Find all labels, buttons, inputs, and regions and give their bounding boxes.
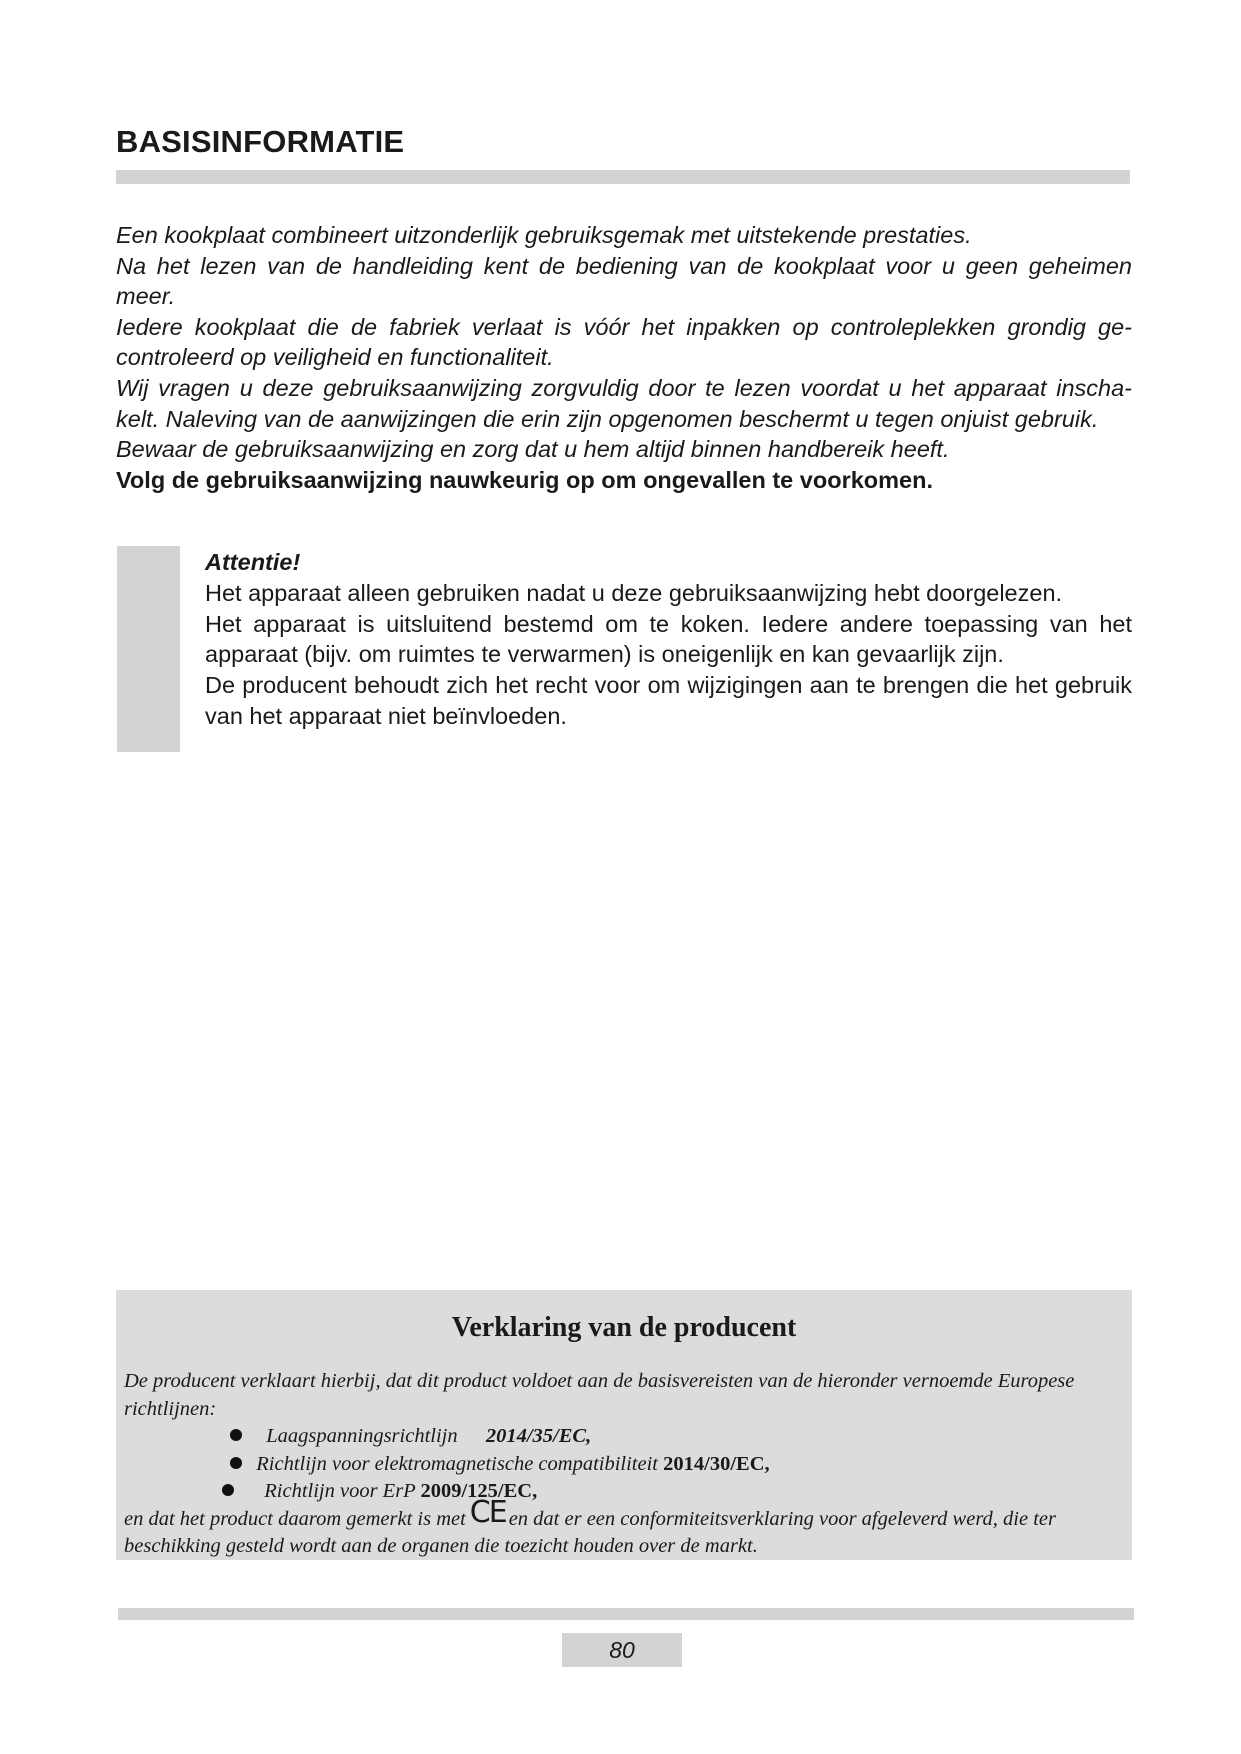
- intro-paragraph: Iedere kookplaat die de fabriek verlaat is vóór het inpakken op controleplekken grondig ge-controleerd op veiligheid en functionaliteit.: [116, 313, 1132, 371]
- page-title: BASISINFORMATIE: [116, 124, 405, 159]
- directive-code: 2009/125/EC,: [420, 1480, 538, 1502]
- attention-paragraph: Het apparaat alleen gebruiken nadat u deze gebruiksaanwijzing hebt doorgelezen.: [205, 579, 1063, 606]
- directive-list: [124, 1423, 1124, 1506]
- directive-label: Richtlijn voor ErP: [264, 1480, 416, 1502]
- directive-code: 2014/35/EC,: [485, 1425, 592, 1447]
- attention-bar: [117, 546, 180, 752]
- declaration-closing-end: en dat er een conformiteitsverklaring voor afgeleverd werd, die ter beschikking gesteld wordt aan de organen die toezicht houden over de markt.: [124, 1507, 1056, 1557]
- directive-item: [222, 1478, 1124, 1506]
- declaration-body: [124, 1368, 1124, 1561]
- page-number: 80: [562, 1633, 682, 1667]
- attention-paragraph: De producent behoudt zich het recht voor om wijzigingen aan te brengen die het gebruik van het apparaat niet beïnvloeden.: [205, 672, 1132, 729]
- bullet-icon: [230, 1457, 242, 1469]
- attention-paragraph: Het apparaat is uitsluitend bestemd om te koken. Iedere andere toepassing van het apparaat (bijv. om ruimtes te verwarmen) is oneigenlijk en kan gevaarlijk zijn.: [205, 610, 1132, 668]
- declaration-intro: De producent verklaart hierbij, dat dit product voldoet aan de basisvereisten van de hieronder vernoemde Europese richtlijnen:: [124, 1370, 1075, 1420]
- declaration-title: Verklaring van de producent: [451, 1312, 797, 1343]
- directive-item: [230, 1423, 1124, 1451]
- attention-section: [205, 547, 1132, 732]
- bullet-icon: [230, 1429, 242, 1441]
- intro-paragraph: Wij vragen u deze gebruiksaanwijzing zorgvuldig door te lezen voordat u het apparaat inscha-kelt. Naleving van de aanwijzingen die erin zijn opgenomen beschermt u tegen onjuist gebruik.: [116, 374, 1132, 432]
- title-rule: [116, 170, 1130, 184]
- intro-section: [116, 220, 1132, 495]
- footer-rule: [118, 1608, 1134, 1620]
- bullet-icon: [222, 1484, 234, 1496]
- directive-item: [230, 1451, 1124, 1479]
- intro-warning: Volg de gebruiksaanwijzing nauwkeurig op om ongevallen te voorkomen.: [116, 466, 933, 493]
- directive-label: Richtlijn voor elektromagnetische compatibiliteit: [256, 1452, 658, 1475]
- intro-paragraph: Bewaar de gebruiksaanwijzing en zorg dat u hem altijd binnen handbereik heeft.: [116, 436, 950, 463]
- directive-code: 2014/30/EC,: [663, 1452, 770, 1475]
- directive-label: Laagspanningsrichtlijn: [266, 1425, 458, 1447]
- declaration-closing-start: en dat het product daarom gemerkt is met: [124, 1507, 466, 1530]
- attention-heading: Attentie!: [205, 549, 301, 575]
- intro-paragraph: Na het lezen van de handleiding kent de bediening van de kookplaat voor u geen geheimen meer.: [116, 252, 1132, 310]
- declaration-box: [116, 1290, 1132, 1560]
- intro-paragraph: Een kookplaat combineert uitzonderlijk gebruiksgemak met uitstekende prestaties.: [116, 222, 972, 248]
- ce-mark-icon: CE: [469, 1494, 506, 1530]
- declaration-closing: [124, 1494, 1124, 1561]
